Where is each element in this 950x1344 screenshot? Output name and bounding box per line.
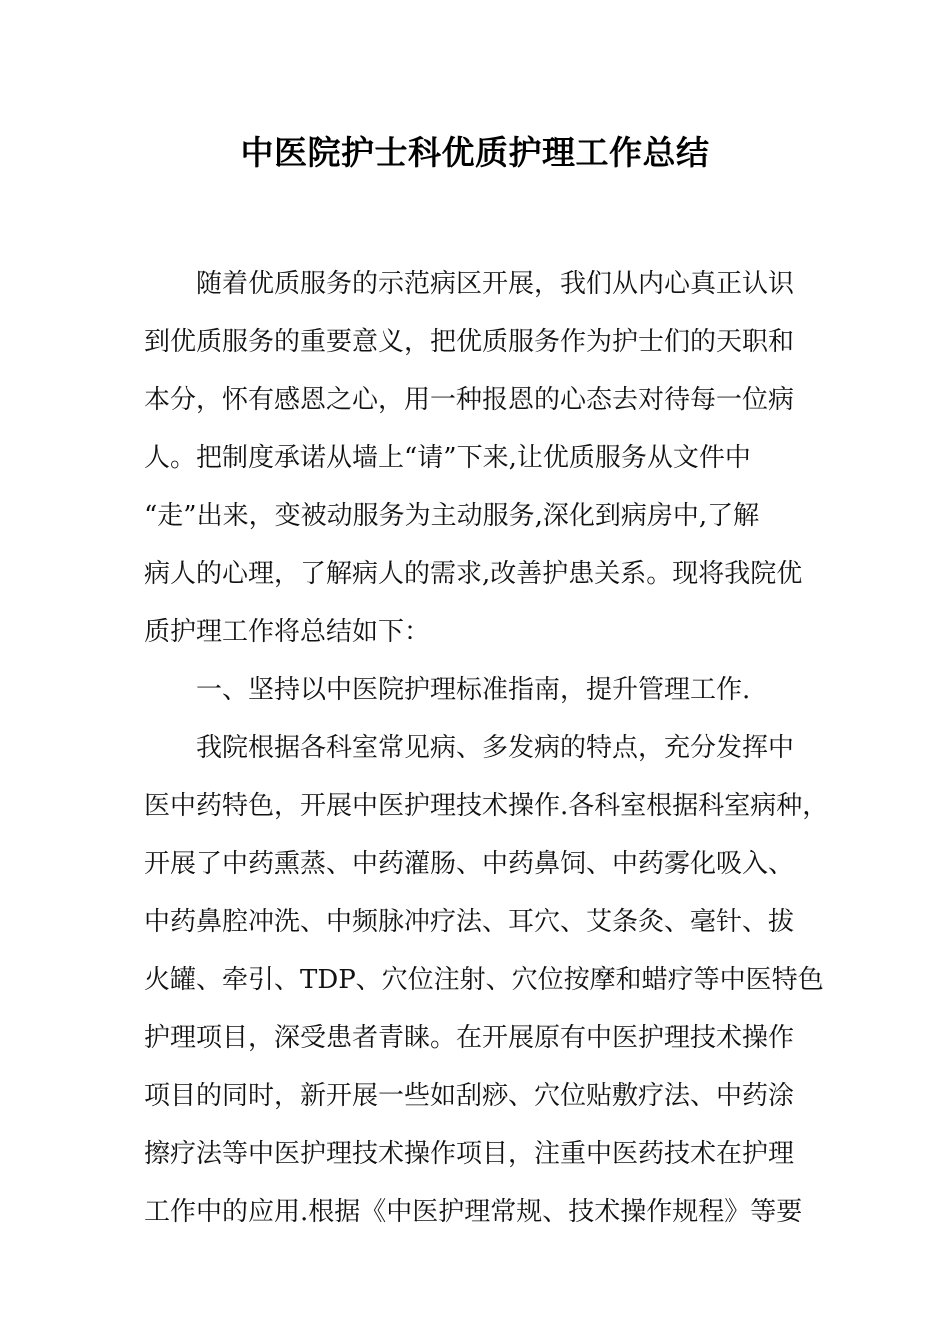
paragraph-line: 中药鼻腔冲洗、中频脉冲疗法、耳穴、艾条灸、毫针、拔 bbox=[144, 907, 795, 937]
paragraph-line: 开展了中药熏蒸、中药灌肠、中药鼻饲、中药雾化吸入、 bbox=[144, 849, 795, 879]
paragraph-line: 工作中的应用.根据《中医护理常规、技术操作规程》等要 bbox=[144, 1197, 803, 1227]
document-title: 中医院护士科优质护理工作总结 bbox=[240, 133, 710, 172]
paragraph-line: 护理项目，深受患者青睐。在开展原有中医护理技术操作 bbox=[144, 1023, 795, 1053]
paragraph-line: 火罐、牵引、TDP、穴位注射、穴位按摩和蜡疗等中医特色 bbox=[144, 965, 824, 995]
paragraph-line: 项目的同时，新开展一些如刮痧、穴位贴敷疗法、中药涂 bbox=[144, 1081, 795, 1111]
paragraph-line: 到优质服务的重要意义，把优质服务作为护士们的天职和 bbox=[144, 327, 795, 357]
paragraph-line: “走”出来，变被动服务为主动服务,深化到病房中,了解 bbox=[144, 501, 760, 531]
paragraph-line: 本分，怀有感恩之心，用一种报恩的心态去对待每一位病 bbox=[144, 385, 795, 415]
paragraph-line: 人。把制度承诺从墙上“请”下来,让优质服务从文件中 bbox=[144, 443, 751, 473]
paragraph-line: 质护理工作将总结如下： bbox=[144, 617, 431, 647]
section-heading: 一、坚持以中医院护理标准指南，提升管理工作. bbox=[196, 675, 751, 705]
paragraph-line: 病人的心理，了解病人的需求,改善护患关系。现将我院优 bbox=[144, 559, 803, 589]
paragraph-line: 医中药特色，开展中医护理技术操作.各科室根据科室病种， bbox=[144, 791, 829, 821]
paragraph-line: 我院根据各科室常见病、多发病的特点，充分发挥中 bbox=[196, 733, 795, 763]
document-body bbox=[144, 255, 829, 1241]
paragraph-line: 擦疗法等中医护理技术操作项目，注重中医药技术在护理 bbox=[144, 1139, 795, 1169]
paragraph-line: 随着优质服务的示范病区开展，我们从内心真正认识 bbox=[196, 269, 795, 299]
